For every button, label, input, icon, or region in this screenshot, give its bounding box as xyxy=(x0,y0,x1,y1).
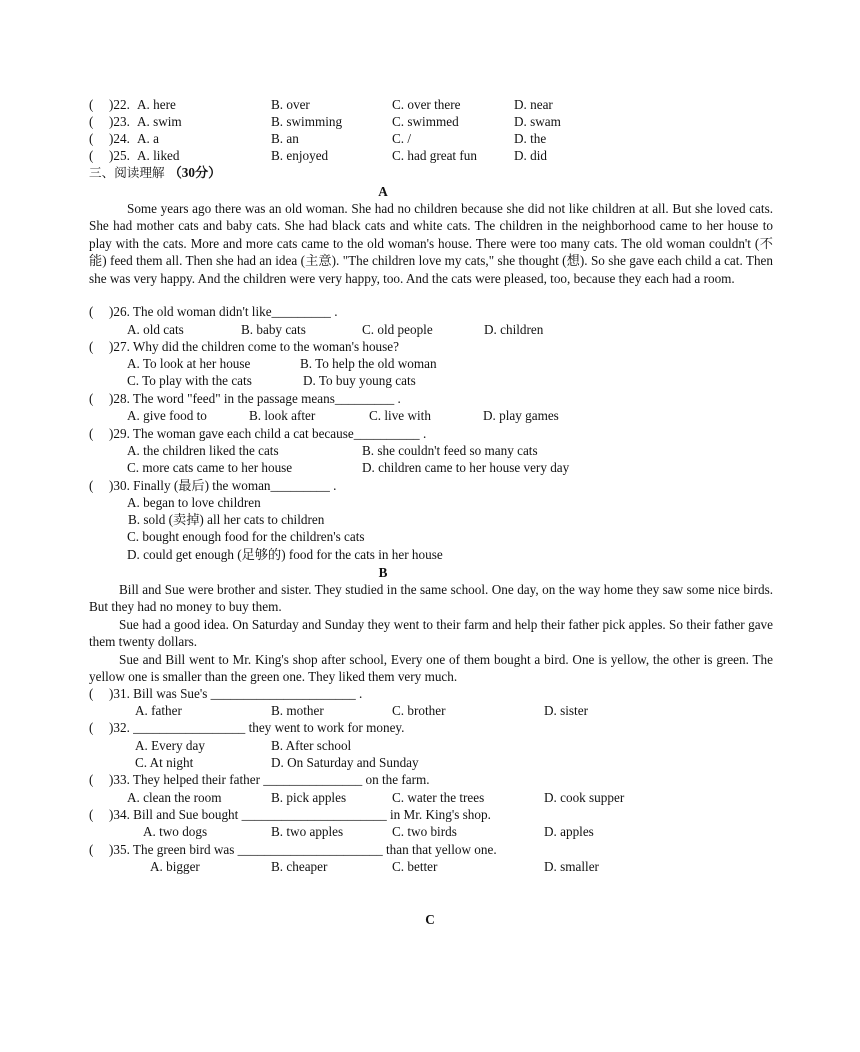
passage-b-paragraph-2: Sue had a good idea. On Saturday and Sunday they went to their farm and help their father pick apples. So their father gave them twenty dollars. xyxy=(89,617,773,650)
answer-paren: ( xyxy=(89,97,94,112)
option-c: C. water the trees xyxy=(392,790,485,805)
option-b: B. over xyxy=(271,97,310,112)
option-b: B. mother xyxy=(271,703,324,718)
option-b: B. After school xyxy=(271,738,352,753)
option-d: D. did xyxy=(514,148,547,163)
option-d: D. could get enough (足够的) food for the cats in her house xyxy=(127,547,443,562)
passage-c-letter: C xyxy=(425,912,435,927)
option-c: C. over there xyxy=(392,97,461,112)
option-c: C. bought enough food for the children's cats xyxy=(127,529,365,544)
passage-b-letter: B xyxy=(378,565,388,580)
answer-paren: ( xyxy=(89,686,94,701)
answer-paren: ( xyxy=(89,339,94,354)
option-c: C. two birds xyxy=(392,824,457,839)
question-stem: )27. Why did the children come to the woman's house? xyxy=(109,339,399,354)
question-stem: )34. Bill and Sue bought ______________________ in Mr. King's shop. xyxy=(109,807,491,822)
option-a: A. Every day xyxy=(135,738,205,753)
option-b: B. she couldn't feed so many cats xyxy=(362,443,538,458)
section-score: （30分） xyxy=(168,165,222,180)
option-c: C. brother xyxy=(392,703,446,718)
option-d: D. On Saturday and Sunday xyxy=(271,755,419,770)
option-a: A. old cats xyxy=(127,322,184,337)
question-stem: )28. The word "feed" in the passage means_________ . xyxy=(109,391,401,406)
option-a: A. clean the room xyxy=(127,790,222,805)
option-a: A. give food to xyxy=(127,408,207,423)
question-stem: )26. The old woman didn't like_________ . xyxy=(109,304,338,319)
option-b: B. two apples xyxy=(271,824,344,839)
option-a: A. To look at her house xyxy=(127,356,251,371)
option-a: A. here xyxy=(137,97,176,112)
option-b: B. sold (卖掉) all her cats to children xyxy=(128,512,325,527)
question-stem: )29. The woman gave each child a cat because__________ . xyxy=(109,426,427,441)
option-b: B. enjoyed xyxy=(271,148,329,163)
question-stem: )32. _________________ they went to work for money. xyxy=(109,720,405,735)
option-a: A. began to love children xyxy=(127,495,261,510)
question-stem: )31. Bill was Sue's ______________________ . xyxy=(109,686,363,701)
option-b: B. To help the old woman xyxy=(300,356,437,371)
answer-paren: ( xyxy=(89,391,94,406)
option-c: C. / xyxy=(392,131,412,146)
option-c: C. old people xyxy=(362,322,433,337)
answer-paren: ( xyxy=(89,772,94,787)
option-a: A. a xyxy=(137,131,159,146)
option-d: D. play games xyxy=(483,408,559,423)
question-number: )23. xyxy=(109,114,130,129)
answer-paren: ( xyxy=(89,304,94,319)
option-b: B. baby cats xyxy=(241,322,306,337)
question-stem: )30. Finally (最后) the woman_________ . xyxy=(109,478,337,493)
question-stem: )35. The green bird was ______________________ than that yellow one. xyxy=(109,842,497,857)
option-c: C. To play with the cats xyxy=(127,373,252,388)
answer-paren: ( xyxy=(89,148,94,163)
passage-a-text: Some years ago there was an old woman. She had no children because she did not like children at all. But she loved cats. She had mother cats and baby cats. She had black cats and white cats. The children in the neighborhood came to her house to play with the cats. More and more cats came to the old woman's house. There were too many cats. The old woman couldn't (不能) feed them all. Then she had an idea (主意). "The children love my cats," she thought (想). So she gave each child a cat. Then she was very happy. And the children were very happy, too. And the cats were pleased, too, because they each had a room. xyxy=(89,201,773,286)
option-d: D. cook supper xyxy=(544,790,625,805)
option-d: D. sister xyxy=(544,703,588,718)
question-number: )22. xyxy=(109,97,130,112)
option-c: C. live with xyxy=(369,408,431,423)
question-number: )24. xyxy=(109,131,130,146)
option-a: A. liked xyxy=(137,148,180,163)
option-c: C. had great fun xyxy=(392,148,477,163)
option-a: A. bigger xyxy=(150,859,200,874)
answer-paren: ( xyxy=(89,720,94,735)
option-a: A. the children liked the cats xyxy=(127,443,279,458)
answer-paren: ( xyxy=(89,478,94,493)
answer-paren: ( xyxy=(89,131,94,146)
option-a: A. father xyxy=(135,703,182,718)
option-c: C. better xyxy=(392,859,438,874)
passage-a-letter: A xyxy=(378,184,388,199)
option-d: D. To buy young cats xyxy=(303,373,416,388)
option-d: D. the xyxy=(514,131,547,146)
question-stem: )33. They helped their father _______________ on the farm. xyxy=(109,772,430,787)
answer-paren: ( xyxy=(89,842,94,857)
section-heading xyxy=(89,164,221,181)
passage-b-paragraph-3: Sue and Bill went to Mr. King's shop after school, Every one of them bought a bird. One is yellow, the other is green. The yellow one is smaller than the green one. They liked them very much. xyxy=(89,652,773,685)
option-b: B. cheaper xyxy=(271,859,328,874)
passage-b-paragraph-1: Bill and Sue were brother and sister. They studied in the same school. One day, on the way home they saw some nice birds. But they had no money to buy them. xyxy=(89,582,773,615)
option-a: A. swim xyxy=(137,114,182,129)
answer-paren: ( xyxy=(89,807,94,822)
option-c: C. more cats came to her house xyxy=(127,460,293,475)
option-c: C. At night xyxy=(135,755,194,770)
option-d: D. children xyxy=(484,322,544,337)
option-d: D. near xyxy=(514,97,553,112)
option-b: B. an xyxy=(271,131,299,146)
option-c: C. swimmed xyxy=(392,114,459,129)
answer-paren: ( xyxy=(89,114,94,129)
section-title: 三、阅读理解 xyxy=(89,165,169,180)
option-d: D. swam xyxy=(514,114,561,129)
option-d: D. children came to her house very day xyxy=(362,460,570,475)
question-number: )25. xyxy=(109,148,130,163)
option-b: B. pick apples xyxy=(271,790,347,805)
option-d: D. apples xyxy=(544,824,594,839)
option-b: B. look after xyxy=(249,408,316,423)
option-b: B. swimming xyxy=(271,114,343,129)
option-d: D. smaller xyxy=(544,859,599,874)
answer-paren: ( xyxy=(89,426,94,441)
option-a: A. two dogs xyxy=(143,824,208,839)
